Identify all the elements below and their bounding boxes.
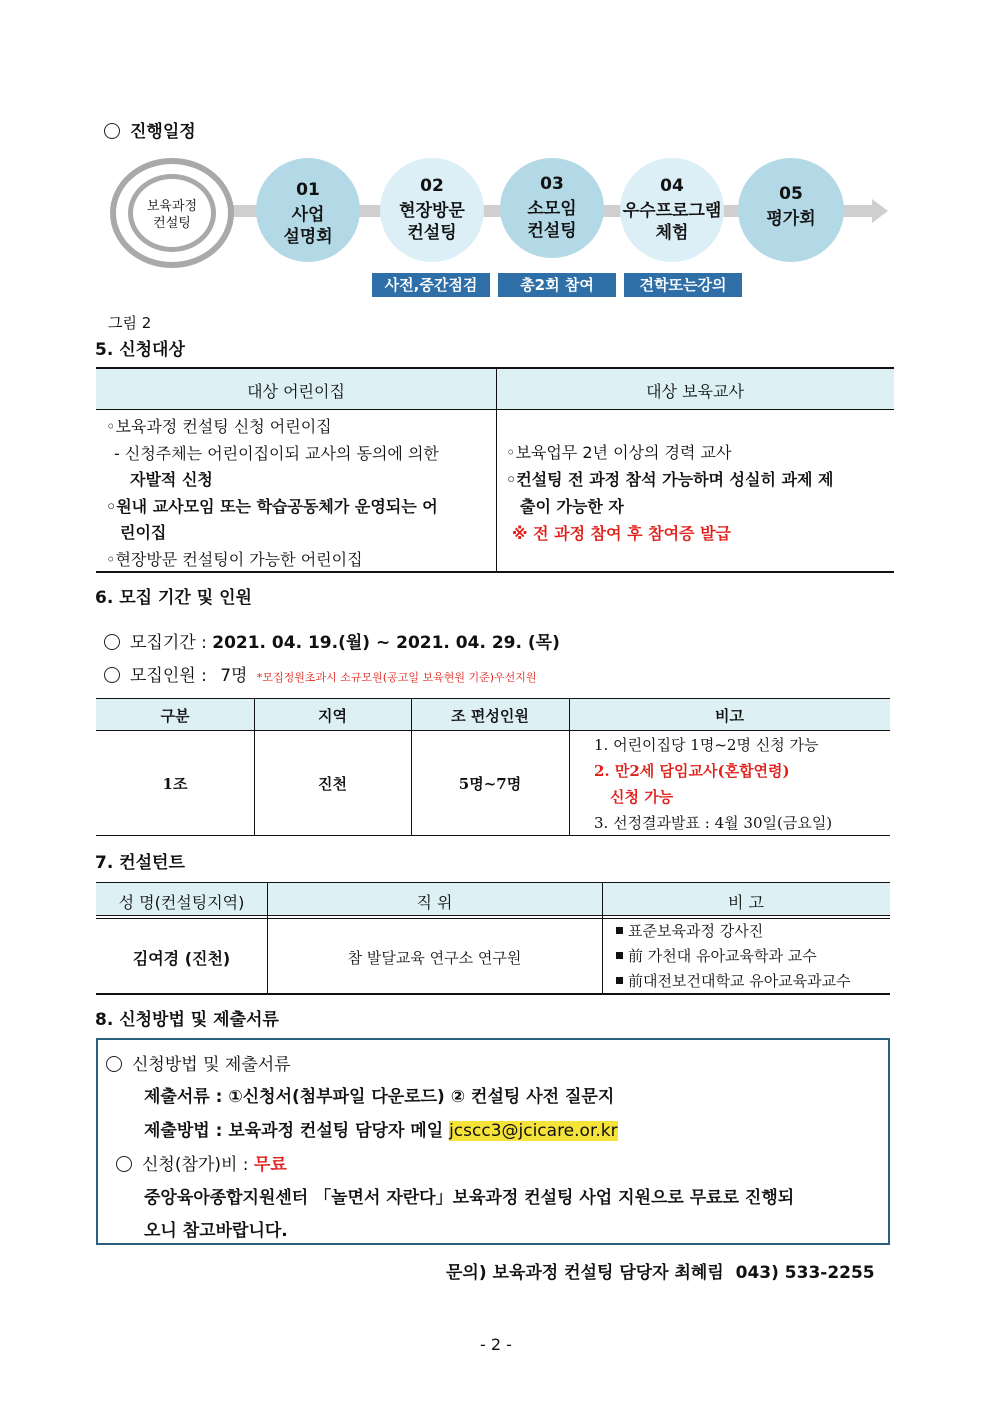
section5-table (96, 367, 894, 573)
tag-two-sessions: 총2회 참여 (498, 273, 616, 297)
circle-bullet-icon (104, 123, 120, 139)
cell-notes: 1. 어린이집당 1명~2명 신청 가능 2. 만2세 담임교사(혼합연령) 신청 가능 3. 선정결과발표 : 4월 30일(금요일) (594, 736, 833, 832)
recruit-count: 모집인원 : 7명 *모집정원초과시 소규모원(공고일 보육현원 기준)우선지원 (104, 661, 537, 686)
tag-visit-or-lecture: 견학또는강의 (624, 273, 742, 297)
section6-title: 6. 모집 기간 및 인원 (95, 588, 252, 608)
step-04: 04 우수프로그램 체험 (620, 158, 724, 262)
tag-pre-mid-check: 사전,중간점검 (372, 273, 490, 297)
schedule-heading: 진행일정 (104, 117, 196, 142)
arrow-head-icon (872, 199, 888, 223)
circle-bullet-icon (104, 667, 120, 683)
figure-caption: 그림 2 (108, 314, 152, 332)
cell-group: 1조 (162, 775, 188, 793)
contact-info: 문의) 보육과정 컨설팅 담당자 최혜림 043) 533-2255 (446, 1263, 875, 1283)
cell-region: 진천 (318, 775, 347, 793)
col-header-notes: 비고 (715, 707, 744, 725)
contact-email[interactable]: jcscc3@jcicare.or.kr (449, 1121, 618, 1141)
square-bullet-icon (616, 927, 623, 934)
section8-title: 8. 신청방법 및 제출서류 (95, 1010, 279, 1030)
page-number: - 2 - (480, 1335, 512, 1354)
submit-docs: 제출서류 : ①신청서(첨부파일 다운로드) ② 컨설팅 사전 질문지 (144, 1087, 615, 1107)
step-05: 05 평가회 (738, 158, 844, 262)
consultant-position: 참 발달교육 연구소 연구원 (347, 949, 522, 967)
section5-col1-header: 대상 어린이집 (247, 382, 345, 401)
section5-col2-content: ◦보육업무 2년 이상의 경력 교사 ◦컨설팅 전 과정 참석 가능하며 성실히 과제 제 출이 가능한 자 ※ 전 과정 참여 후 참여증 발급 (506, 443, 834, 543)
col-header-size: 조 편성인원 (451, 707, 529, 725)
step-03: 03 소모임 컨설팅 (500, 158, 604, 258)
square-bullet-icon (616, 952, 623, 959)
start-circle: 보육과정 컨설팅 (110, 158, 234, 268)
consultant-remarks: 표준보육과정 강사진 前 가천대 유아교육학과 교수 前대전보건대학교 유아교육과교수 (616, 919, 886, 994)
section7-table (96, 882, 890, 995)
col-header-region: 지역 (318, 707, 347, 725)
step-02: 02 현장방문 컨설팅 (380, 158, 484, 262)
square-bullet-icon (616, 977, 623, 984)
process-diagram (110, 158, 890, 268)
apply-fee: 신청(참가)비 : 무료 (116, 1150, 287, 1175)
section8-box (96, 1038, 890, 1245)
circle-bullet-icon (106, 1056, 122, 1072)
section5-col2-header: 대상 보육교사 (646, 382, 744, 401)
consultant-name: 김여경 (진천) (132, 949, 231, 968)
col-header-remarks: 비 고 (728, 893, 764, 912)
section5-col1-content: ◦보육과정 컨설팅 신청 어린이집 - 신청주체는 어린이집이되 교사의 동의에 의한 자발적 신청 ◦원내 교사모임 또는 학습공동체가 운영되는 어 린이집 ◦현장방문 컨설팅이 가능한 어린이집 (106, 417, 439, 569)
circle-bullet-icon (116, 1156, 132, 1172)
col-header-name: 성 명(컨설팅지역) (118, 893, 245, 912)
cell-size: 5명~7명 (458, 775, 522, 793)
apply-method-heading: 신청방법 및 제출서류 (106, 1050, 291, 1075)
submit-method: 제출방법 : 보육과정 컨설팅 담당자 메일 jcscc3@jcicare.or.kr (144, 1121, 618, 1141)
fee-notice: 중앙육아종합지원센터 「놀면서 자란다」보육과정 컨설팅 사업 지원으로 무료로 진행되 오니 참고바랍니다. (144, 1188, 795, 1241)
step-01: 01 사업 설명회 (256, 158, 360, 262)
col-header-position: 직 위 (416, 893, 453, 912)
circle-bullet-icon (104, 634, 120, 650)
recruit-period: 모집기간 : 2021. 04. 19.(월) ~ 2021. 04. 29. (목) (104, 628, 560, 653)
col-header-group: 구분 (160, 707, 190, 725)
section7-title: 7. 컨설턴트 (95, 853, 185, 873)
section6-table (96, 698, 890, 836)
section5-title: 5. 신청대상 (95, 340, 185, 360)
